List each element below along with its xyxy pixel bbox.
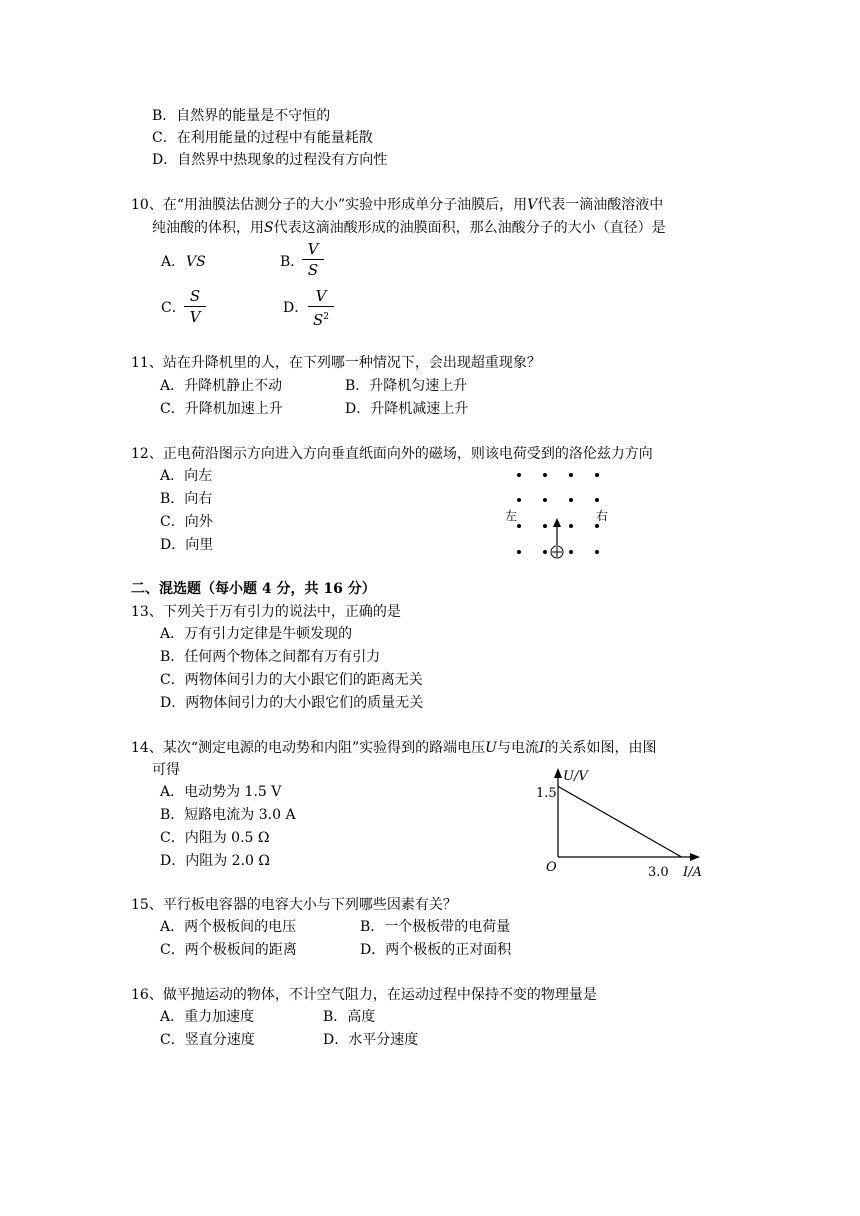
q16-option-a: A．重力加速度	[160, 1009, 255, 1025]
q14-var-u: U	[485, 740, 497, 756]
q16-option-c: C．竖直分速度	[160, 1032, 255, 1048]
field-dot	[595, 473, 599, 477]
q10-var-v: V	[527, 197, 538, 213]
q10-stem-a: 10、在“用油膜法估测分子的大小”实验中形成单分子油膜后，用	[131, 197, 528, 213]
q10-option-d-denominator	[308, 308, 334, 329]
q13-option-a: A．万有引力定律是牛顿发现的	[160, 626, 353, 642]
q10-option-c-denominator: V	[189, 308, 201, 326]
q9-option-c: C．在利用能量的过程中有能量耗散	[152, 130, 373, 146]
q9-option-b: B．自然界的能量是不守恒的	[152, 108, 331, 124]
q10-option-b-numerator: V	[307, 240, 319, 258]
q10-option-d-fraction	[308, 287, 334, 329]
q16-stem: 16、做平抛运动的物体，不计空气阻力，在运动过程中保持不变的物理量是	[131, 987, 597, 1003]
q12-option-c: C．向外	[160, 514, 213, 530]
q11-option-c: C．升降机加速上升	[160, 401, 283, 417]
q15-option-d: D．两个极板的正对面积	[360, 942, 512, 958]
q10-option-c-label: C．	[161, 300, 186, 316]
q10-option-d-den-exponent: 2	[323, 312, 329, 322]
field-dot	[569, 473, 573, 477]
figure-left-label: 左	[505, 509, 518, 523]
field-dot	[543, 498, 547, 502]
origin-label: O	[546, 860, 557, 875]
q11-option-b: B．升降机匀速上升	[345, 378, 468, 394]
q14-option-b: B．短路电流为 3.0 A	[160, 807, 296, 823]
q10-option-d-den-base: S	[312, 311, 324, 329]
q13-option-d: D．两物体间引力的大小跟它们的质量无关	[160, 695, 424, 711]
field-dot	[517, 524, 521, 528]
q12-option-a: A．向左	[160, 468, 213, 484]
fraction-bar	[302, 259, 324, 260]
q10-stem-line2	[152, 218, 666, 238]
q10-option-d-label: D．	[283, 300, 309, 316]
q10-option-c-fraction	[184, 287, 206, 326]
q11-option-d: D．升降机减速上升	[345, 401, 469, 417]
q10-stem-c: 纯油酸的体积，用	[152, 220, 264, 236]
figure-right-label: 右	[596, 509, 609, 523]
field-dot	[543, 550, 547, 554]
section-2-heading: 二、混选题（每小题 4 分，共 16 分）	[131, 581, 376, 597]
q13-stem: 13、下列关于万有引力的说法中，正确的是	[131, 604, 401, 620]
q10-var-s: S	[264, 220, 274, 236]
x-axis-arrow	[690, 853, 700, 861]
field-dot	[569, 498, 573, 502]
q14-stem-c: 的关系如图，由图	[544, 740, 657, 756]
q10-stem-d: 代表这滴油酸形成的油膜面积，那么油酸分子的大小（直径）是	[273, 220, 666, 236]
q14-stem-line1	[131, 738, 656, 758]
field-dot	[569, 550, 573, 554]
q10-stem-line1	[131, 195, 663, 215]
q10-option-d-numerator: V	[315, 287, 327, 305]
q10-option-c-numerator: S	[189, 287, 201, 305]
q14-option-a: A．电动势为 1.5 V	[160, 784, 282, 800]
field-dot	[517, 550, 521, 554]
q15-stem: 15、平行板电容器的电容大小与下列哪些因素有关？	[131, 897, 457, 913]
q14-var-i: I	[538, 740, 545, 756]
field-dot	[543, 473, 547, 477]
y-tick-label: 1.5	[536, 786, 557, 801]
fraction-bar	[308, 306, 334, 307]
q10-option-b-label: B．	[280, 254, 305, 270]
field-dot	[569, 524, 573, 528]
y-axis-arrow	[554, 768, 562, 778]
q13-option-b: B．任何两个物体之间都有万有引力	[160, 649, 381, 665]
q15-option-a: A．两个极板间的电压	[160, 919, 297, 935]
q12-option-d: D．向里	[160, 537, 214, 553]
x-tick-label: 3.0	[648, 865, 669, 880]
q12-option-b: B．向右	[160, 491, 213, 507]
u-i-graph	[530, 760, 710, 885]
q13-option-c: C．两物体间引力的大小跟它们的距离无关	[160, 672, 423, 688]
q10-stem-b: 代表一滴油酸溶液中	[537, 197, 664, 213]
q10-option-a-label: A．	[161, 254, 186, 270]
q9-option-d: D．自然界中热现象的过程没有方向性	[152, 152, 388, 168]
y-axis-label: U/V	[563, 769, 588, 784]
q15-option-c: C．两个极板间的距离	[160, 942, 297, 958]
q11-stem: 11、站在升降机里的人，在下列哪一种情况下，会出现超重现象？	[131, 355, 541, 371]
q16-option-b: B．高度	[323, 1009, 376, 1025]
field-dot	[595, 550, 599, 554]
x-axis-label: I/A	[683, 865, 702, 880]
field-dot	[517, 473, 521, 477]
q16-option-d: D．水平分速度	[323, 1032, 419, 1048]
data-series-line	[558, 786, 682, 857]
field-dot	[595, 498, 599, 502]
field-dots	[517, 473, 599, 554]
q12-stem: 12、正电荷沿图示方向进入方向垂直纸面向外的磁场，则该电荷受到的洛伦兹力方向	[131, 446, 653, 462]
q14-option-d: D．内阻为 2.0 Ω	[160, 853, 270, 869]
fraction-bar	[184, 306, 206, 307]
q14-stem-line2: 可得	[152, 762, 180, 778]
q14-stem-b: 与电流	[496, 740, 539, 756]
field-dot	[543, 524, 547, 528]
q10-option-b-fraction	[302, 240, 324, 279]
q11-option-a: A．升降机静止不动	[160, 378, 283, 394]
q14-option-c: C．内阻为 0.5 Ω	[160, 830, 270, 846]
field-dot	[517, 498, 521, 502]
velocity-arrow-head	[553, 518, 561, 527]
q14-stem-a: 14、某次“测定电源的电动势和内阻”实验得到的路端电压	[131, 740, 486, 756]
q10-option-a-value: VS	[186, 254, 206, 270]
q15-option-b: B．一个极板带的电荷量	[360, 919, 511, 935]
q10-option-b-denominator: S	[307, 261, 319, 279]
